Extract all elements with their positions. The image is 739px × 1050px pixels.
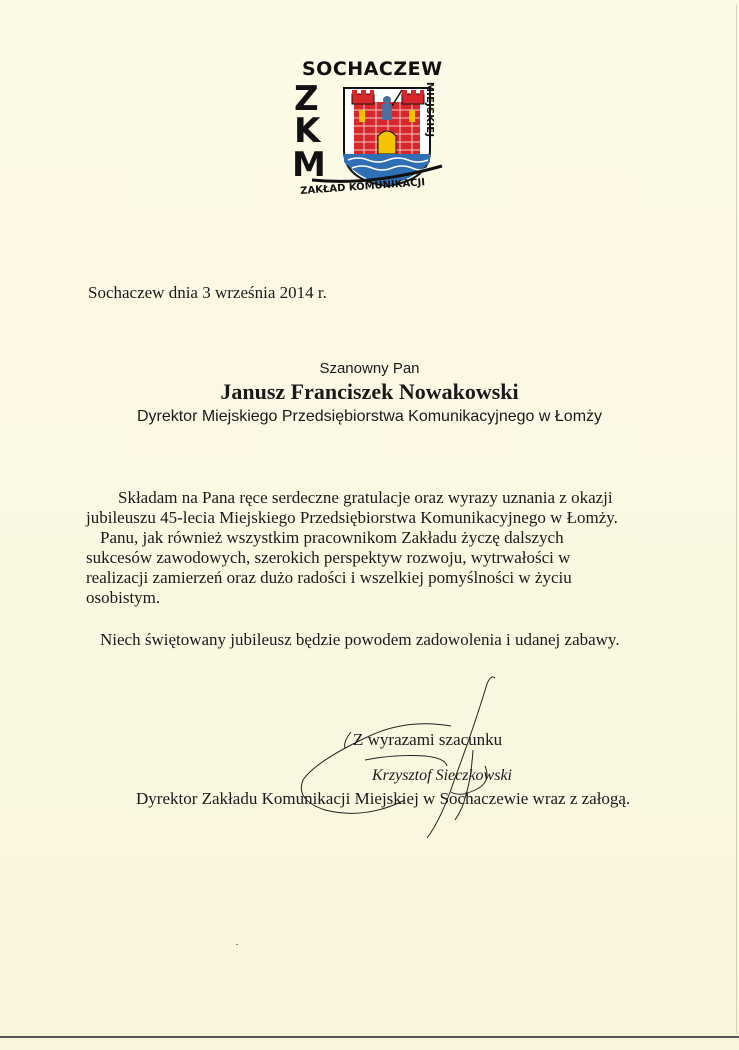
recipient-name: Janusz Franciszek Nowakowski xyxy=(220,379,519,404)
logo-letter-z: Z xyxy=(294,80,319,119)
letter-date: Sochaczew dnia 3 września 2014 r. xyxy=(88,283,327,302)
regards-line: Z wyrazami szacunku xyxy=(353,730,503,749)
scan-right-edge xyxy=(736,4,737,1034)
logo-letter-k: K xyxy=(294,111,321,151)
signer-name: Krzysztof Sieczkowski xyxy=(372,767,512,784)
scan-bottom-edge xyxy=(0,1036,739,1038)
logo-vertical-text: MIEJSKIEJ xyxy=(424,82,435,138)
body-line: Panu, jak również wszystkim pracownikom Zakładu życzę dalszych xyxy=(100,528,564,547)
salutation: Szanowny Pan xyxy=(319,360,420,377)
body-line: Składam na Pana ręce serdeczne gratulacje oraz wyrazy uznania z okazji xyxy=(118,488,613,507)
logo-letter-m: M xyxy=(292,145,326,185)
body-line: osobistym. xyxy=(86,588,161,607)
closing-line: Niech świętowany jubileusz będzie powodem zadowolenia i udanej zabawy. xyxy=(100,630,620,649)
body-line: sukcesów zawodowych, szerokich perspektyw rozwoju, wytrwałości w xyxy=(86,548,571,567)
body-line: jubileuszu 45-lecia Miejskiego Przedsiębiorstwa Komunikacyjnego w Łomży. xyxy=(86,508,618,527)
logo-title: SOCHACZEW xyxy=(302,58,443,80)
zkm-logo xyxy=(292,58,457,208)
logo-bottom-text: ZAKŁAD KOMUNIKACJI xyxy=(300,177,426,197)
recipient-title: Dyrektor Miejskiego Przedsiębiorstwa Komunikacyjnego w Łomży xyxy=(136,408,603,425)
body-line: realizacji zamierzeń oraz dużo radości i wszelkiej pomyślności w życiu xyxy=(86,568,572,587)
handwritten-signature xyxy=(295,670,515,845)
scan-speck xyxy=(236,944,238,945)
signer-title: Dyrektor Zakładu Komunikacji Miejskiej w Sochaczewie wraz z załogą. xyxy=(136,789,631,808)
